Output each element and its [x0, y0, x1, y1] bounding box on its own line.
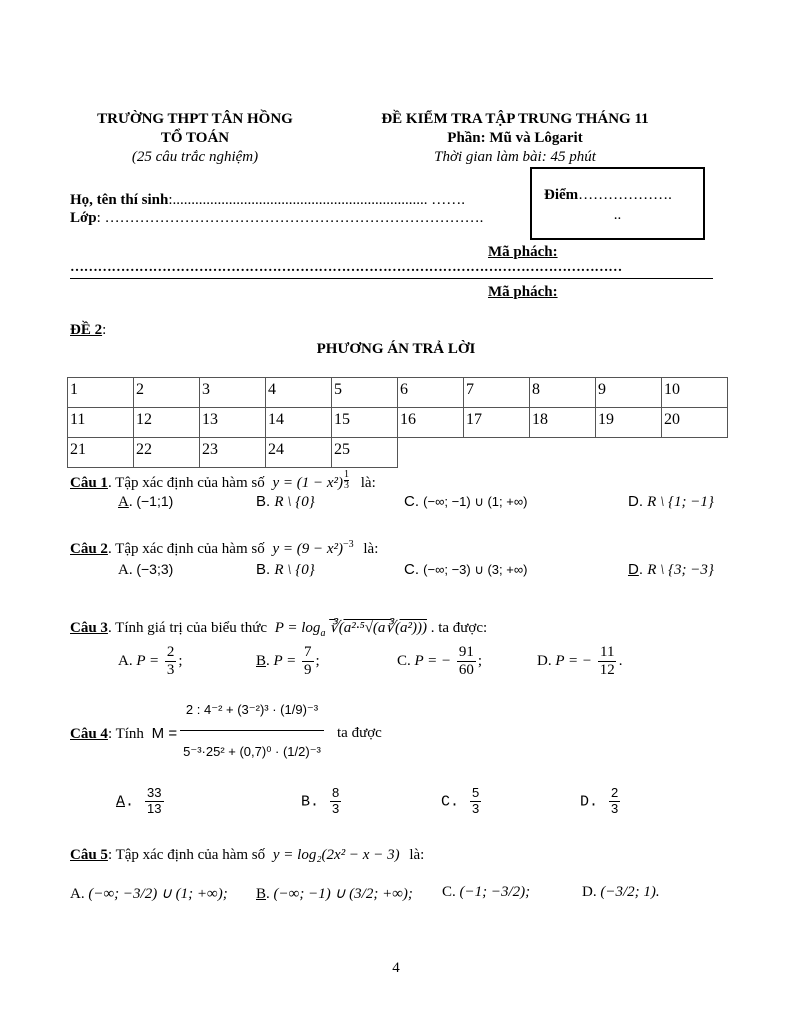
answer-cell[interactable]: 22	[134, 438, 200, 468]
student-name-label: Họ, tên thí sinh	[70, 192, 169, 208]
answer-cell[interactable]: 11	[68, 408, 134, 438]
q3-option-a[interactable]: A. P = $\frac{2}{3}$ ;	[118, 644, 183, 679]
department: TỔ TOÁN	[160, 130, 230, 146]
option-numerator: 11	[598, 644, 616, 662]
option-letter: D.	[537, 653, 552, 670]
exponent-denominator: 3	[344, 480, 349, 491]
student-name-dots: :.................................................................... …….	[168, 192, 466, 208]
question-3-label: Câu 3	[70, 620, 108, 636]
student-class-dots: : ………………………………………………………………….	[96, 210, 484, 226]
code-label-bottom: Mã phách:	[488, 284, 558, 300]
q4-option-d[interactable]	[580, 786, 622, 817]
answer-grid	[67, 377, 728, 468]
option-denominator: 13	[147, 800, 162, 816]
option-letter: C.	[442, 884, 456, 900]
option-letter: C.	[404, 561, 419, 578]
answer-cell[interactable]: 20	[662, 408, 728, 438]
option-denominator: 3	[332, 800, 340, 816]
q2-option-c[interactable]	[404, 561, 527, 578]
option-value: R \ {3; −3}	[647, 562, 714, 578]
answer-cell[interactable]: 2	[134, 378, 200, 408]
cut-divider	[70, 278, 713, 279]
q3-option-b[interactable]: B. P = $\frac{7}{9}$ ;	[256, 644, 320, 679]
question-1-label: Câu 1	[70, 475, 108, 491]
option-letter: A	[118, 494, 129, 510]
option-value: (−3/2; 1).	[600, 884, 660, 900]
answer-row	[68, 378, 728, 408]
code-label-top: Mã phách:	[488, 244, 558, 260]
answer-cell[interactable]: 14	[266, 408, 332, 438]
option-letter: D.	[582, 884, 597, 900]
student-class-label: Lớp	[70, 210, 97, 226]
option-numerator: 5	[472, 785, 480, 800]
answer-cell[interactable]: 8	[530, 378, 596, 408]
question-5-function: y = log₂(2x² − x − 3)	[272, 847, 400, 863]
q5-option-d[interactable]	[582, 884, 660, 901]
question-count: (25 câu trắc nghiệm)	[131, 149, 259, 165]
option-value: (−∞; −3) ∪ (3; +∞)	[423, 562, 528, 577]
question-2-exponent: −3	[343, 539, 354, 550]
option-numerator: 7	[302, 644, 314, 662]
question-1-text: . Tập xác định của hàm số	[107, 475, 265, 491]
option-letter: B.	[301, 793, 320, 811]
empty-cell	[662, 438, 728, 468]
answer-cell[interactable]: 5	[332, 378, 398, 408]
option-value: R \ {0}	[274, 494, 315, 510]
question-1-exponent	[344, 470, 349, 491]
q3-option-d[interactable]: D. P = − $\frac{11}{12}$ .	[537, 644, 623, 679]
option-letter: C.	[397, 653, 411, 670]
option-value: (−1;1)	[136, 493, 174, 509]
student-class-line	[70, 210, 483, 227]
question-5	[70, 847, 424, 864]
exam-code-colon: :	[102, 322, 107, 338]
question-2-tail: là:	[363, 541, 379, 557]
answer-row	[68, 408, 728, 438]
option-letter: A.	[118, 562, 133, 578]
question-4-tail: ta được	[337, 725, 382, 741]
option-denominator: 60	[458, 662, 474, 679]
option-letter: A.	[118, 653, 133, 670]
answer-cell[interactable]: 7	[464, 378, 530, 408]
question-4-denominator: 5⁻³·25² + (0,7)⁰ · (1/2)⁻³	[183, 744, 321, 759]
q1-option-a[interactable]: A. (−1;1)	[118, 493, 174, 510]
q2-option-b[interactable]	[256, 561, 315, 579]
q5-option-b[interactable]: B. (−∞; −1) ∪ (3/2; +∞);	[256, 886, 413, 902]
school-name: TRƯỜNG THPT TÂN HỒNG	[97, 111, 293, 127]
question-1	[70, 470, 376, 492]
answer-cell[interactable]: 10	[662, 378, 728, 408]
empty-cell	[464, 438, 530, 468]
question-3-text: . Tính giá trị của biểu thức	[107, 620, 267, 636]
answer-cell[interactable]: 21	[68, 438, 134, 468]
question-3-expression: P = log	[274, 620, 321, 636]
q2-option-a[interactable]	[118, 561, 173, 579]
question-3	[70, 618, 487, 639]
option-numerator: 33	[147, 785, 162, 800]
option-letter: D	[628, 561, 639, 578]
q3-option-c[interactable]: C. P = − $\frac{91}{60}$ ;	[397, 644, 483, 679]
score-dots: ……………….	[578, 187, 672, 203]
answer-cell[interactable]: 25	[332, 438, 398, 468]
student-name-line	[70, 192, 465, 209]
q1-option-c[interactable]	[404, 493, 527, 510]
exam-time: Thời gian làm bài: 45 phút	[434, 149, 596, 165]
option-value: R \ {0}	[274, 562, 315, 578]
q4-option-a[interactable]: A. $\frac{33}{13}$	[116, 785, 162, 816]
q1-option-d[interactable]	[628, 493, 714, 511]
answer-cell[interactable]: 13	[200, 408, 266, 438]
q1-option-b[interactable]	[256, 493, 315, 511]
option-letter: B	[256, 886, 267, 902]
empty-cell	[596, 438, 662, 468]
q4-option-c[interactable]	[441, 786, 483, 817]
option-value: (−∞; −3/2) ∪ (1; +∞);	[88, 886, 228, 902]
option-denominator: 3	[611, 800, 619, 816]
answer-cell[interactable]: 4	[266, 378, 332, 408]
answer-cell[interactable]: 23	[200, 438, 266, 468]
answer-cell[interactable]: 15	[332, 408, 398, 438]
answer-cell[interactable]: 17	[464, 408, 530, 438]
option-denominator: 3	[166, 662, 175, 679]
option-value: (−∞; −1) ∪ (3/2; +∞);	[273, 886, 413, 902]
answer-cell[interactable]: 9	[596, 378, 662, 408]
answer-title: PHƯƠNG ÁN TRẢ LỜI	[316, 341, 476, 357]
option-letter: B.	[256, 561, 271, 578]
option-letter: A.	[70, 886, 85, 902]
answer-cell[interactable]: 3	[200, 378, 266, 408]
answer-cell[interactable]: 12	[134, 408, 200, 438]
option-letter: D.	[580, 793, 599, 811]
option-letter: A	[116, 793, 126, 811]
option-numerator: 2	[611, 785, 619, 800]
question-4-numerator: 2 : 4⁻² + (3⁻²)³ · (1/9)⁻³	[185, 702, 319, 717]
answer-cell[interactable]: 19	[596, 408, 662, 438]
option-letter: D.	[628, 493, 643, 510]
q4-option-b[interactable]	[301, 786, 343, 817]
question-1-tail: là:	[360, 475, 376, 491]
option-value: (−3;3)	[136, 561, 174, 577]
question-3-radical: ∛(a²·⁵√(a∛(a²)))	[329, 620, 427, 636]
option-letter: C.	[404, 493, 419, 510]
page-number: 4	[392, 960, 400, 976]
option-denominator: 3	[472, 800, 480, 816]
option-numerator: 8	[332, 785, 340, 800]
question-2-label: Câu 2	[70, 541, 108, 557]
exam-code	[70, 322, 106, 339]
question-2	[70, 539, 378, 558]
answer-cell[interactable]: 16	[398, 408, 464, 438]
option-numerator: 91	[457, 644, 476, 662]
empty-cell	[530, 438, 596, 468]
q2-option-d[interactable]: D. R \ {3; −3}	[628, 561, 714, 578]
question-4	[70, 725, 177, 743]
option-denominator: 12	[599, 662, 615, 679]
option-denominator: 9	[304, 662, 312, 679]
question-1-function: y = (1 − x²)	[272, 475, 343, 491]
option-value: (−1; −3/2);	[459, 884, 531, 900]
question-5-text: : Tập xác định của hàm số	[107, 847, 266, 863]
answer-cell[interactable]: 18	[530, 408, 596, 438]
question-3-tail: . ta được:	[430, 620, 488, 636]
question-2-text: . Tập xác định của hàm số	[107, 541, 265, 557]
answer-cell[interactable]: 6	[398, 378, 464, 408]
empty-cell	[398, 438, 464, 468]
question-5-label: Câu 5	[70, 847, 108, 863]
cut-line: …………………………………………………………………………………………………………	[70, 260, 623, 275]
question-4-label: Câu 4	[70, 726, 108, 742]
option-letter: C.	[441, 793, 460, 811]
question-4-m: M =	[151, 725, 178, 742]
q5-option-a[interactable]	[70, 884, 228, 903]
exponent-numerator: 1	[344, 469, 349, 480]
option-value: R \ {1; −1}	[647, 494, 714, 510]
option-letter: B	[256, 653, 267, 670]
score-box	[530, 167, 705, 240]
score-label: Điểm	[544, 187, 579, 203]
exam-part: Phần: Mũ và Lôgarit	[447, 130, 583, 146]
option-letter: B.	[256, 493, 271, 510]
option-numerator: 2	[165, 644, 177, 662]
question-2-function: y = (9 − x²)	[272, 541, 343, 557]
exam-code-label: ĐỀ 2	[70, 322, 103, 338]
question-3-base: a	[320, 628, 326, 639]
answer-row	[68, 438, 728, 468]
answer-cell[interactable]: 24	[266, 438, 332, 468]
fraction-bar	[180, 730, 324, 731]
score-dots-2: ..	[613, 207, 622, 223]
answer-cell[interactable]: 1	[68, 378, 134, 408]
q5-option-c[interactable]	[442, 884, 530, 901]
option-value: (−∞; −1) ∪ (1; +∞)	[423, 494, 528, 509]
question-4-text: : Tính	[107, 726, 144, 742]
exam-title: ĐỀ KIỂM TRA TẬP TRUNG THÁNG 11	[381, 111, 649, 127]
question-5-tail: là:	[409, 847, 425, 863]
